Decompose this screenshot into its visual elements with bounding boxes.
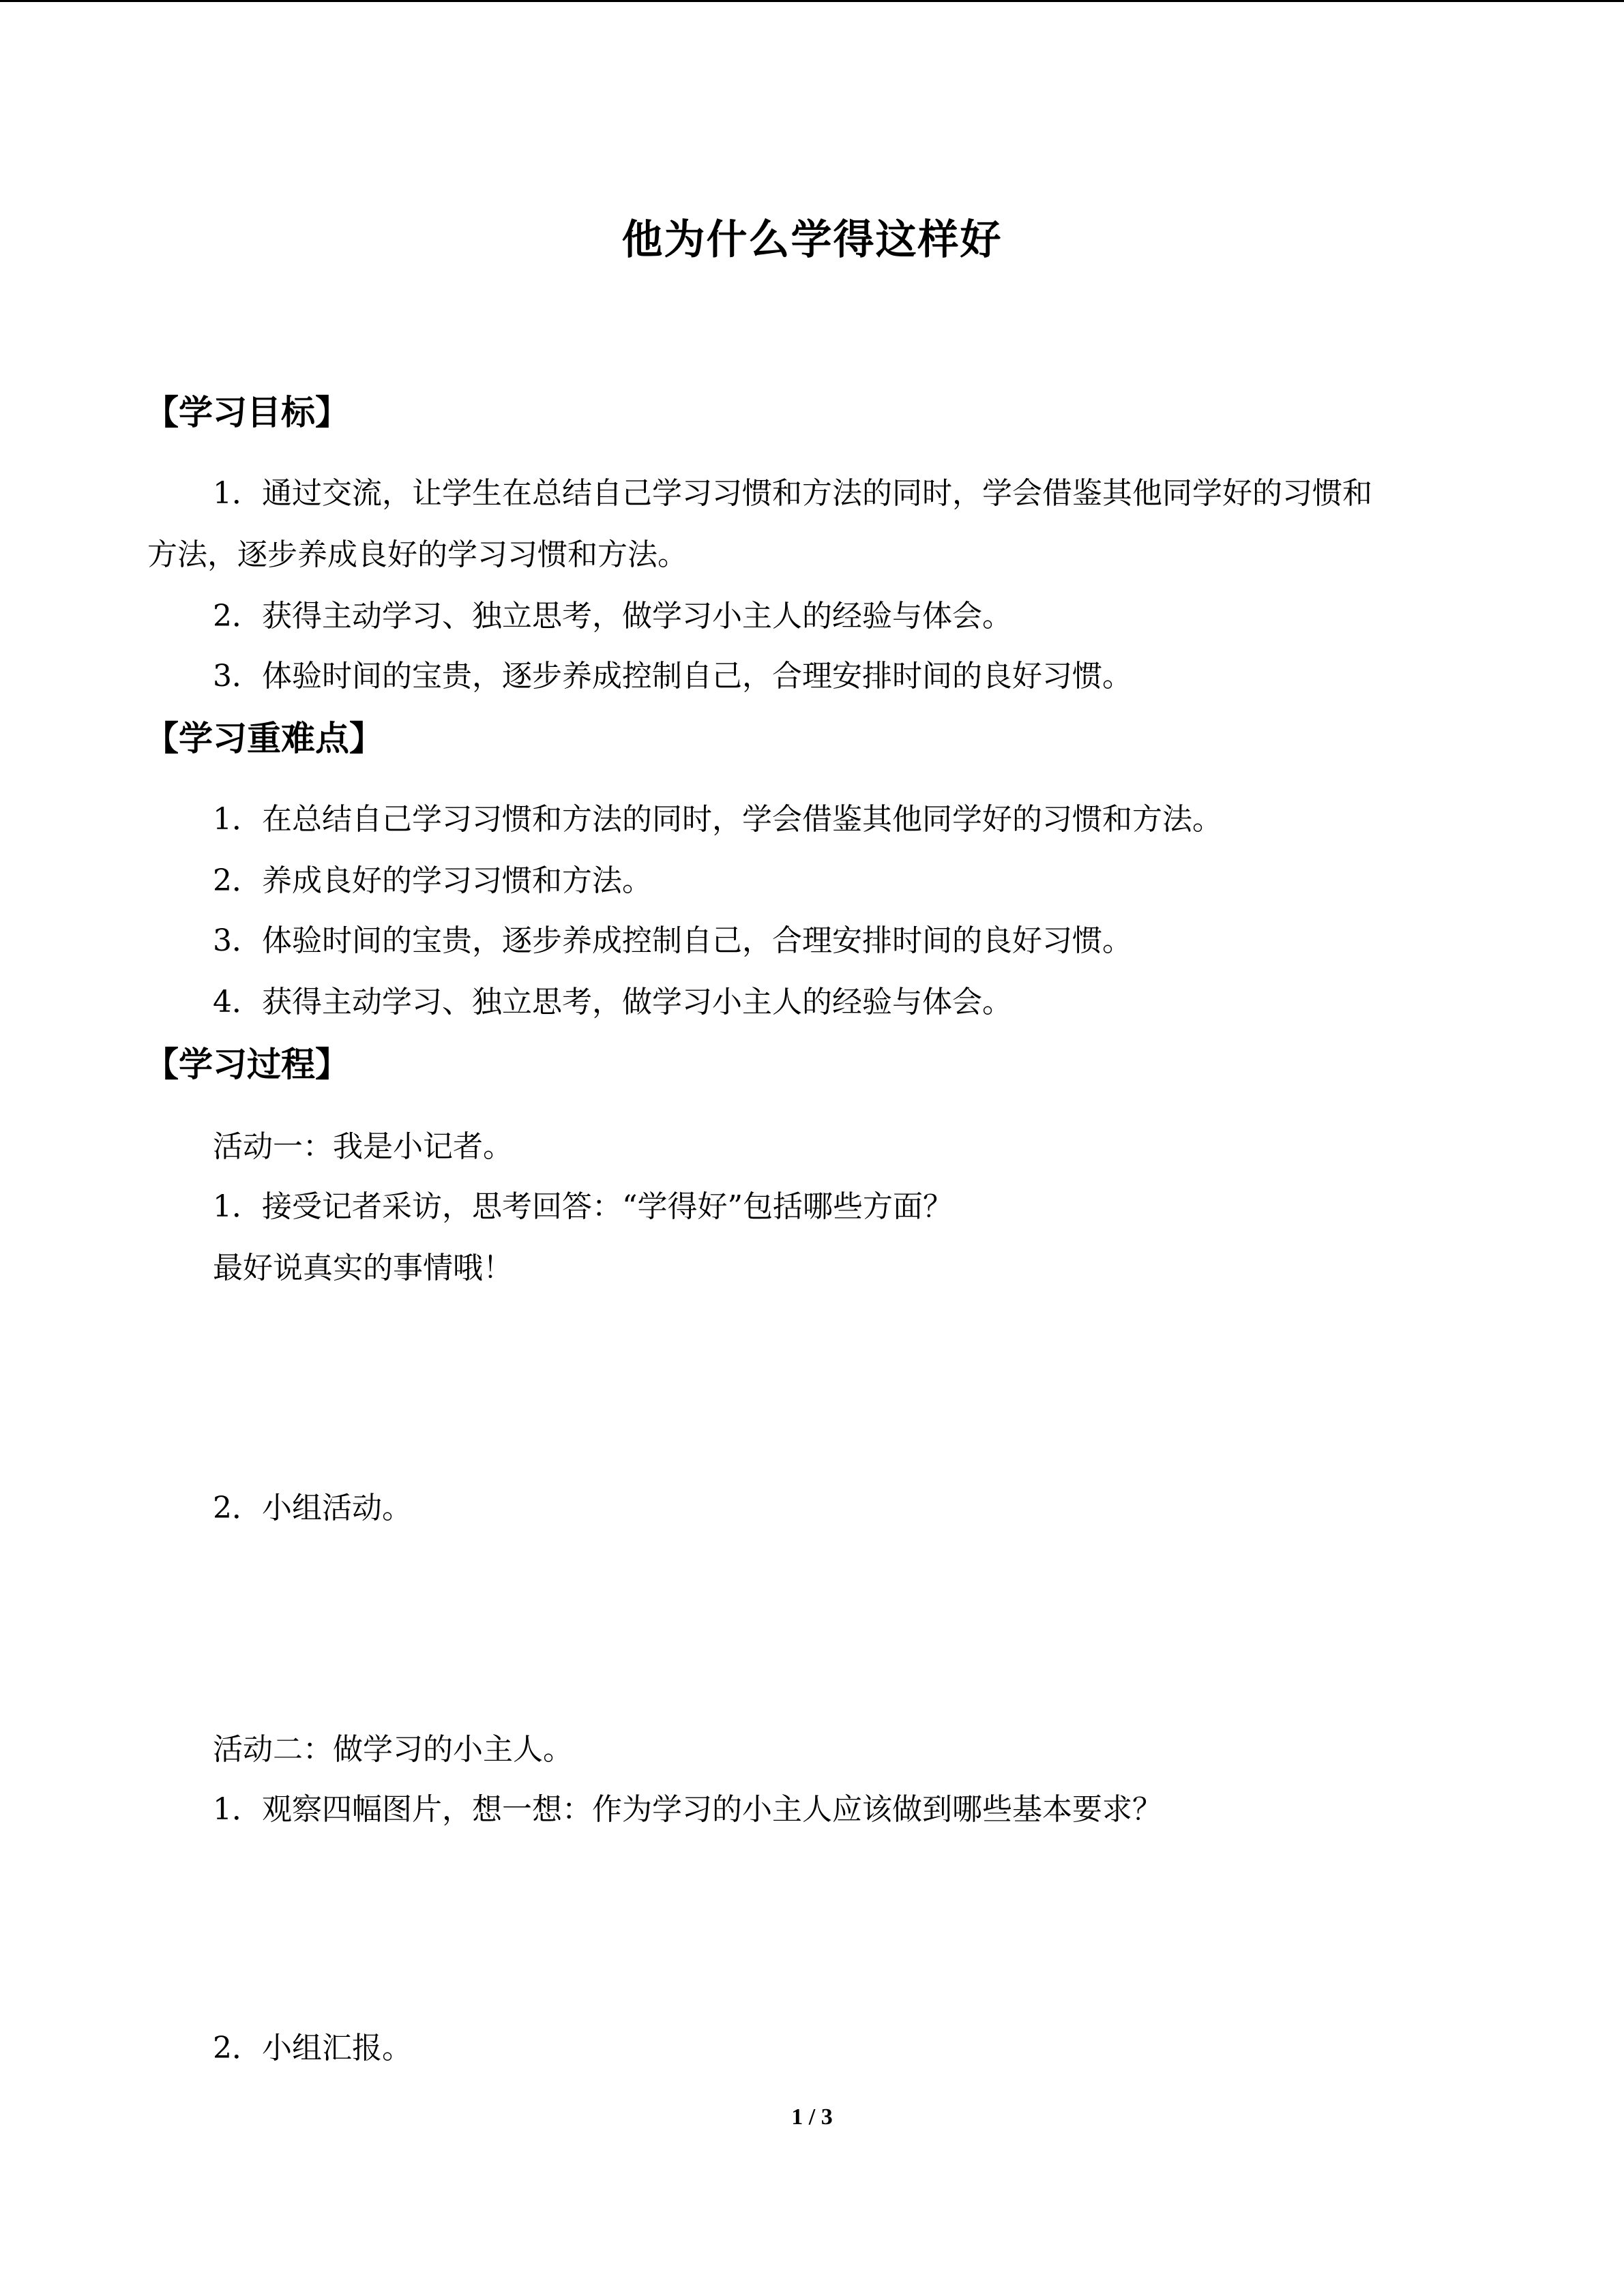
page-number: 1 / 3 — [791, 2104, 833, 2130]
document-title: 他为什么学得这样好 — [621, 216, 1003, 264]
activity-1-step-1: 1．接受记者采访，思考回答：“学得好”包括哪些方面？ — [213, 1189, 953, 1224]
activity-1-step-2: 2．小组活动。 — [213, 1491, 412, 1525]
section-heading-keypoints: 【学习重难点】 — [145, 719, 383, 758]
goal-item-2: 2．获得主动学习、独立思考，做学习小主人的经验与体会。 — [213, 599, 1012, 633]
keypoint-item-1: 1．在总结自己学习习惯和方法的同时，学会借鉴其他同学好的习惯和方法。 — [213, 802, 1222, 837]
activity-1-note: 最好说真实的事情哦！ — [213, 1251, 513, 1285]
goal-item-1-line-1: 1．通过交流，让学生在总结自己学习习惯和方法的同时，学会借鉴其他同学好的习惯和 — [213, 476, 1372, 511]
section-heading-process: 【学习过程】 — [145, 1045, 349, 1084]
keypoint-item-4: 4．获得主动学习、独立思考，做学习小主人的经验与体会。 — [213, 985, 1012, 1019]
keypoint-item-3: 3．体验时间的宝贵，逐步养成控制自己，合理安排时间的良好习惯。 — [213, 923, 1132, 958]
goal-item-3: 3．体验时间的宝贵，逐步养成控制自己，合理安排时间的良好习惯。 — [213, 659, 1132, 694]
activity-2-step-1: 1．观察四幅图片，想一想：作为学习的小主人应该做到哪些基本要求？ — [213, 1792, 1162, 1827]
activity-2-step-2: 2．小组汇报。 — [213, 2031, 412, 2066]
section-heading-goals: 【学习目标】 — [145, 393, 349, 432]
activity-1-title: 活动一：我是小记者。 — [213, 1129, 513, 1164]
keypoint-item-2: 2．养成良好的学习习惯和方法。 — [213, 863, 652, 898]
goal-item-1-line-2: 方法，逐步养成良好的学习习惯和方法。 — [147, 537, 688, 572]
activity-2-title: 活动二：做学习的小主人。 — [213, 1732, 573, 1767]
